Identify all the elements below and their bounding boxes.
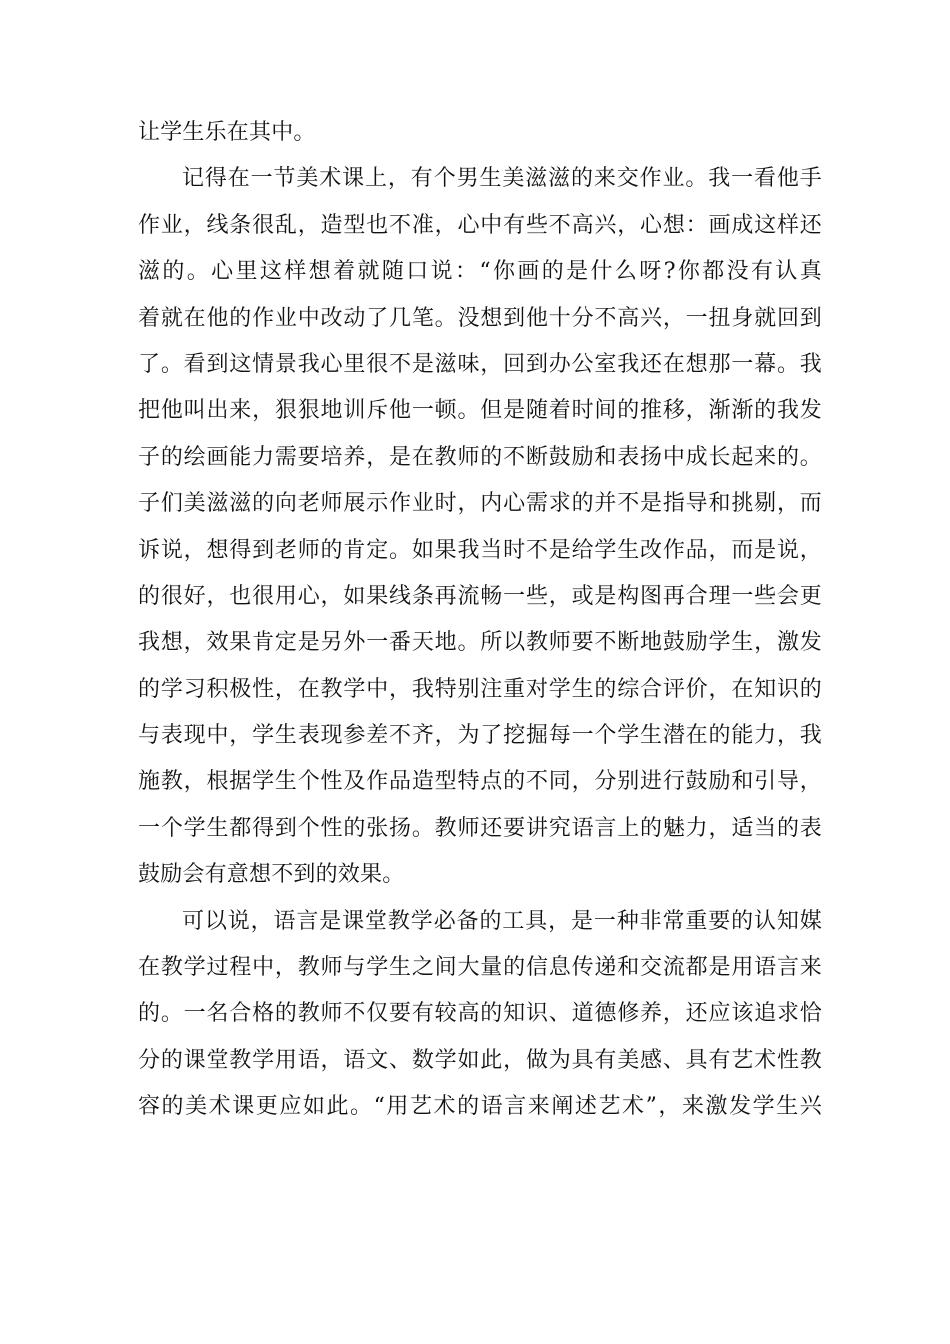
text-line: 滋的。心里这样想着就随口说：“你画的是什么呀?你都没有认真	[138, 259, 822, 285]
text-line: 记得在一节美术课上，有个男生美滋滋的来交作业。我一看他手	[182, 166, 822, 192]
text-line: 作业，线条很乱，造型也不准，心中有些不高兴，心想：画成这样还	[138, 212, 822, 238]
text-line: 的。一名合格的教师不仅要有较高的知识、道德修养，还应该追求恰	[138, 1001, 822, 1027]
text-line: 与表现中，学生表现参差不齐，为了挖掘每一个学生潜在的能力，我	[138, 723, 822, 749]
text-line: 分的课堂教学用语，语文、数学如此，做为具有美感、具有艺术性教	[138, 1047, 822, 1073]
text-line: 诉说，想得到老师的肯定。如果我当时不是给学生改作品，而是说，	[138, 537, 822, 563]
text-line: 施教，根据学生个性及作品造型特点的不同，分别进行鼓励和引导，	[138, 769, 822, 795]
text-line: 的学习积极性，在教学中，我特别注重对学生的综合评价，在知识的	[138, 676, 822, 702]
text-line: 子们美滋滋的向老师展示作业时，内心需求的并不是指导和挑剔，而	[138, 491, 822, 517]
text-line: 的很好，也很用心，如果线条再流畅一些，或是构图再合理一些会更	[138, 583, 822, 609]
text-line: 着就在他的作业中改动了几笔。没想到他十分不高兴，一扭身就回到	[138, 305, 822, 331]
text-line: 可以说，语言是课堂教学必备的工具，是一种非常重要的认知媒	[182, 908, 822, 934]
body-text	[138, 110, 822, 1131]
text-line: 容的美术课更应如此。“用艺术的语言来阐述艺术”，来激发学生兴	[138, 1094, 822, 1120]
text-line: 子的绘画能力需要培养，是在教师的不断鼓励和表扬中成长起来的。	[138, 444, 822, 470]
text-line: 把他叫出来，狠狠地训斥他一顿。但是随着时间的推移，渐渐的我发	[138, 398, 822, 424]
text-line: 在教学过程中，教师与学生之间大量的信息传递和交流都是用语言来	[138, 955, 822, 981]
text-line: 让学生乐在其中。	[138, 120, 316, 145]
text-line: 鼓励会有意想不到的效果。	[138, 862, 405, 888]
text-line: 一个学生都得到个性的张扬。教师还要讲究语言上的魅力，适当的表	[138, 815, 822, 841]
text-line: 了。看到这情景我心里很不是滋味，回到办公室我还在想那一幕。我	[138, 351, 822, 377]
text-line: 我想，效果肯定是另外一番天地。所以教师要不断地鼓励学生，激发	[138, 630, 822, 656]
